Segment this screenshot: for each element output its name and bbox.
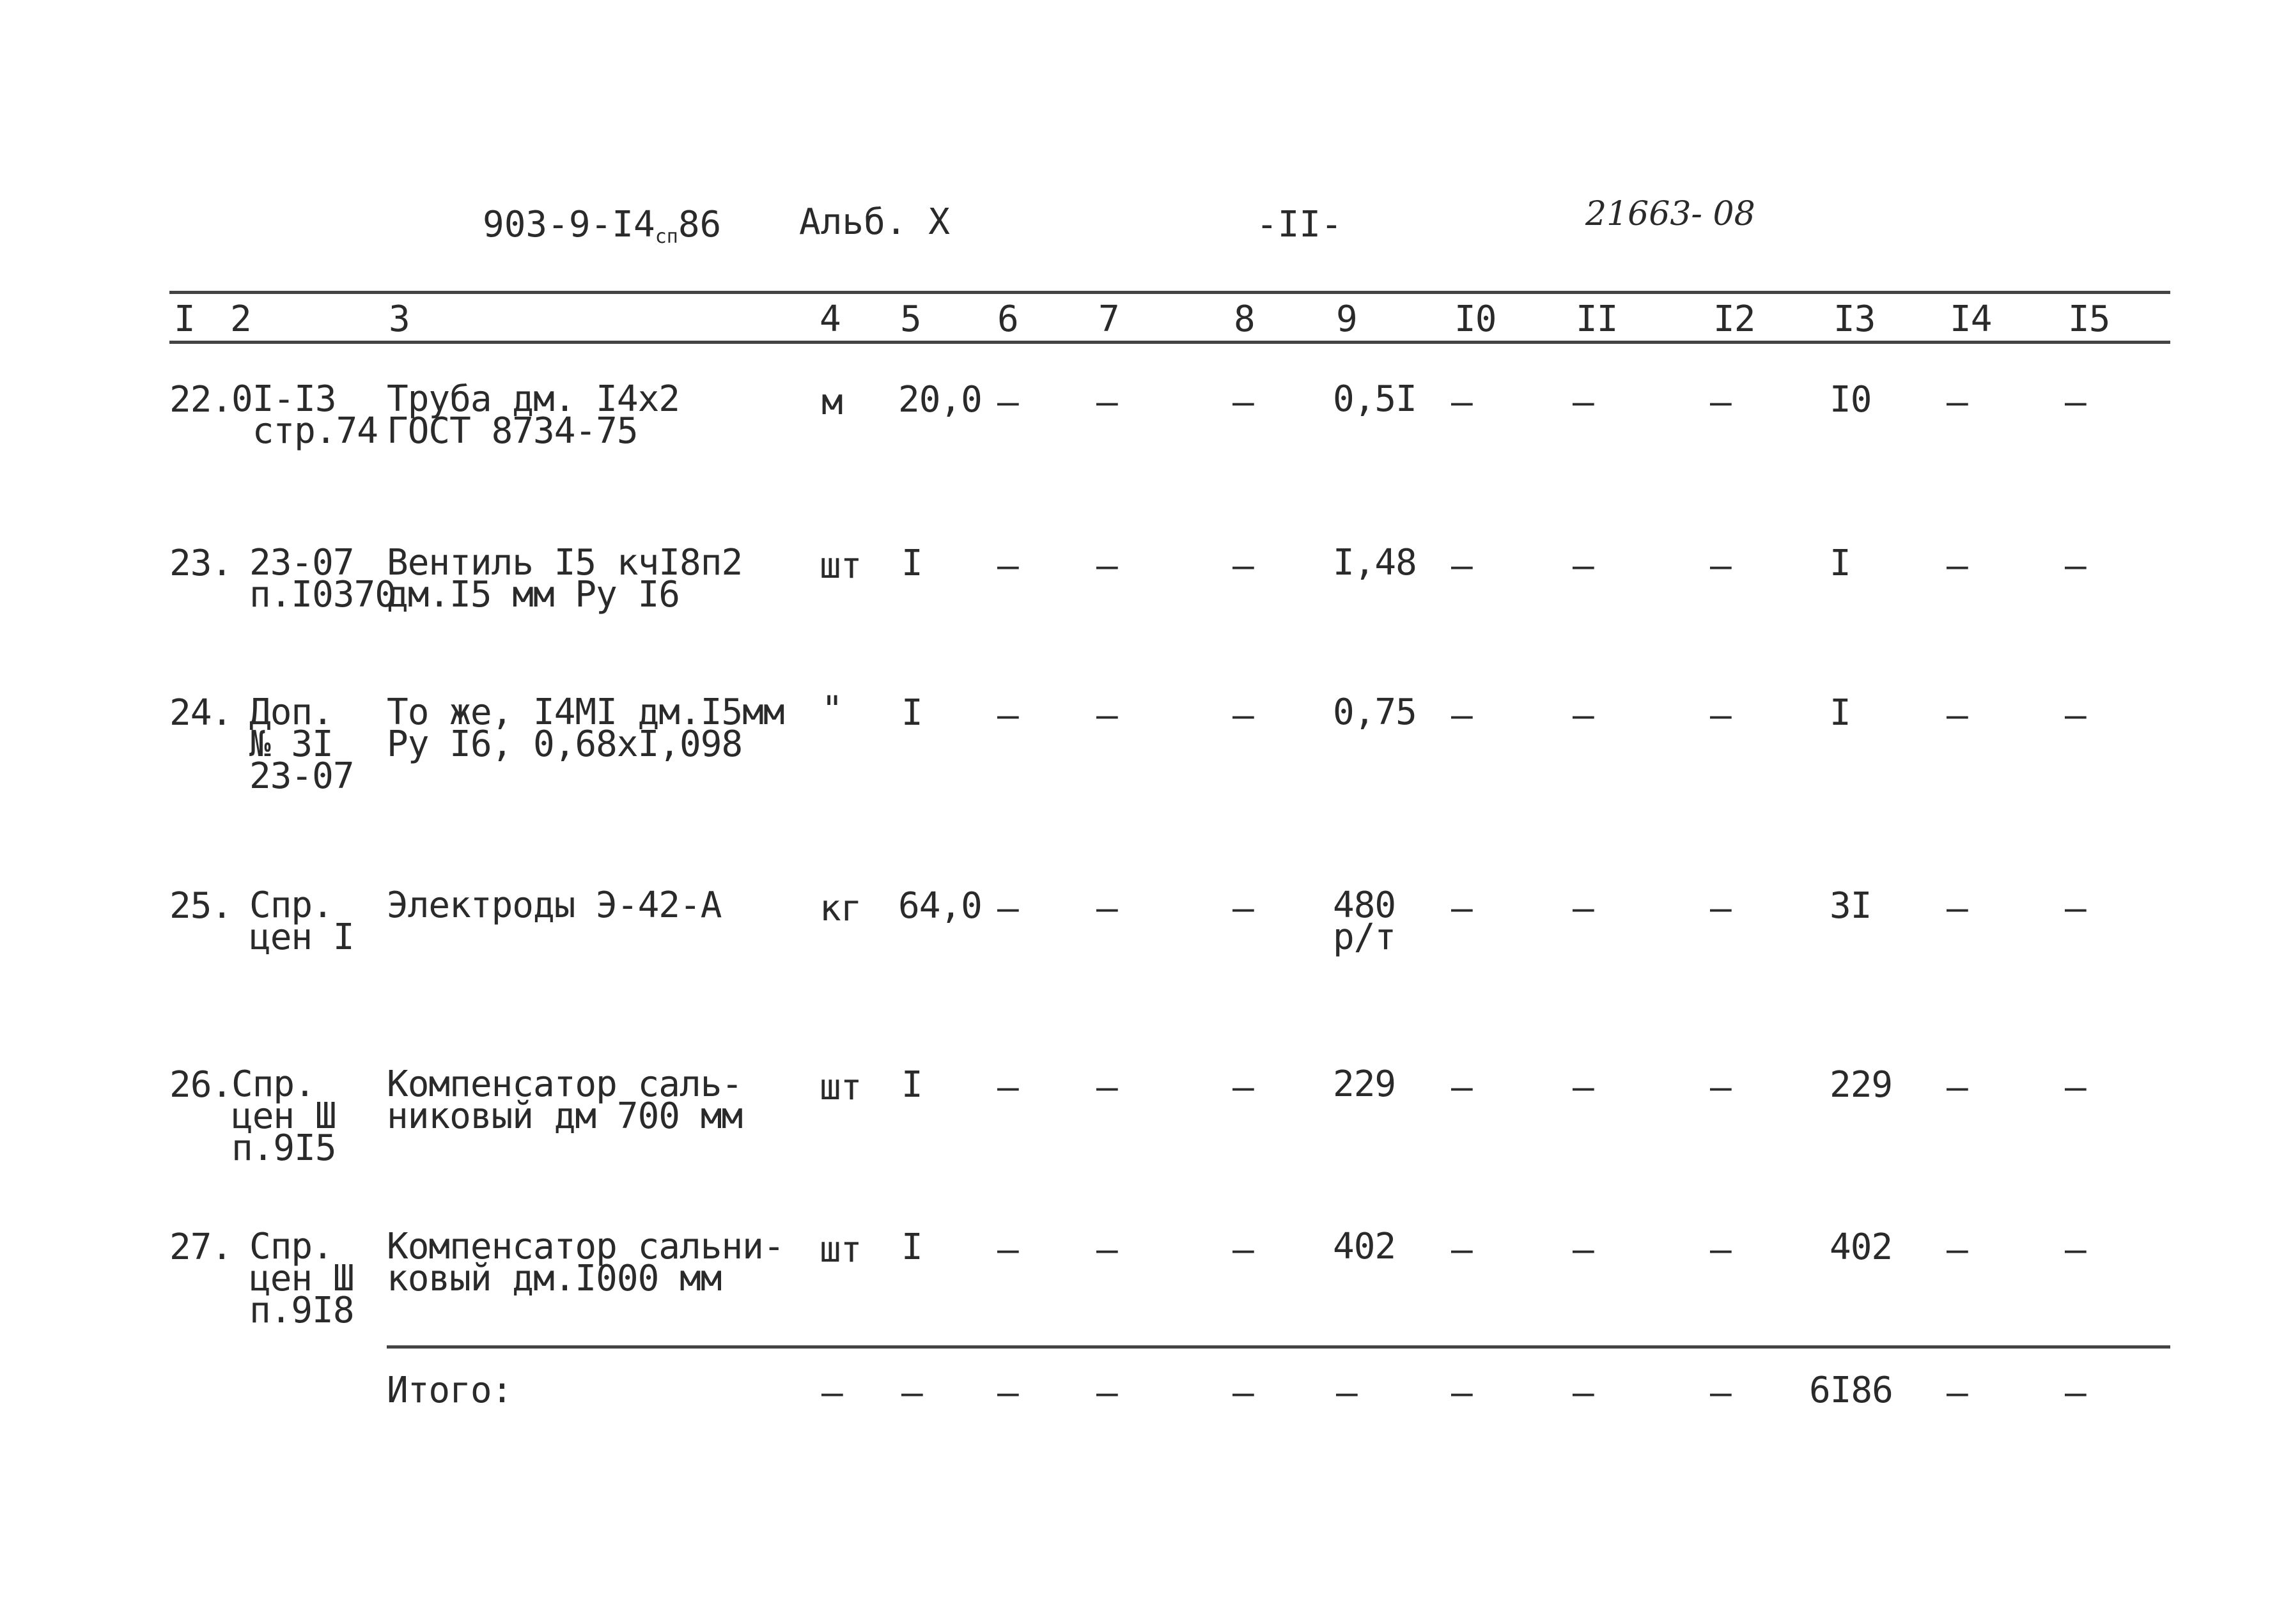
row-unit-price: 480 р/т <box>1333 885 1396 958</box>
row-col14: – <box>1947 1229 1968 1271</box>
row-total: 402 <box>1830 1226 1893 1268</box>
row-col15: – <box>2065 545 2086 587</box>
row-col12: – <box>1710 695 1731 736</box>
row-total: I0 <box>1830 379 1872 421</box>
summary-col6: – <box>997 1372 1018 1414</box>
row-name: Компенсатор саль- никовый дм 700 мм <box>387 1063 743 1137</box>
summary-rule <box>387 1345 2170 1349</box>
row-col6: – <box>997 695 1018 736</box>
doc-code-sub: сп <box>655 226 678 248</box>
album-label: Альб. X <box>799 201 951 243</box>
row-reference: Спр. цен I <box>249 885 354 958</box>
row-col7: – <box>1096 1067 1117 1108</box>
row-col10: – <box>1451 1067 1472 1108</box>
row-number: 23. <box>169 543 233 584</box>
row-name: Компенсатор сальни- ковый дм.I000 мм <box>387 1226 784 1299</box>
row-col8: – <box>1232 1229 1254 1271</box>
summary-col14: – <box>1947 1372 1968 1414</box>
col-head-6: 6 <box>997 298 1018 340</box>
col-head-9: 9 <box>1336 298 1357 340</box>
col-head-5: 5 <box>900 298 921 340</box>
row-unit: м <box>821 382 843 423</box>
row-total: I <box>1830 692 1851 734</box>
doc-code-main: 903-9-I4 <box>483 204 655 245</box>
row-reference: Спр. цен Ш п.9I5 <box>231 1063 336 1169</box>
summary-col15: – <box>2065 1372 2086 1414</box>
col-head-4: 4 <box>820 298 841 340</box>
row-total: I <box>1830 543 1851 584</box>
col-head-12: I2 <box>1713 298 1755 340</box>
row-number: 24. <box>169 692 233 734</box>
summary-col8: – <box>1232 1372 1254 1414</box>
summary-total: 6I86 <box>1809 1370 1893 1411</box>
row-col12: – <box>1710 1067 1731 1108</box>
row-col11: – <box>1573 1229 1594 1271</box>
row-col11: – <box>1573 545 1594 587</box>
row-col10: – <box>1451 1229 1472 1271</box>
row-total: 3I <box>1830 885 1872 927</box>
column-header-rule <box>169 341 2170 344</box>
row-quantity: 64,0 <box>898 885 982 927</box>
summary-col5: – <box>901 1372 922 1414</box>
row-unit: " <box>821 689 843 731</box>
row-unit: шт <box>820 545 862 587</box>
row-quantity: 20,0 <box>898 379 982 421</box>
col-head-2: 2 <box>230 298 251 340</box>
row-col6: – <box>997 1229 1018 1271</box>
col-head-15: I5 <box>2068 298 2110 340</box>
row-col7: – <box>1096 545 1117 587</box>
row-col14: – <box>1947 545 1968 587</box>
row-col11: – <box>1573 695 1594 736</box>
page-number: -II- <box>1256 204 1342 245</box>
row-total: 229 <box>1830 1064 1893 1106</box>
row-name: Вентиль I5 кчI8п2 дм.I5 мм Ру I6 <box>387 542 743 615</box>
row-col6: – <box>997 1067 1018 1108</box>
summary-col9: – <box>1336 1372 1357 1414</box>
row-reference: Спр. цен Ш п.9I8 <box>249 1226 354 1331</box>
summary-col4: – <box>821 1372 843 1414</box>
row-col12: – <box>1710 1229 1731 1271</box>
summary-col12: – <box>1710 1372 1731 1414</box>
row-quantity: I <box>901 1226 922 1268</box>
top-rule <box>169 291 2170 294</box>
row-col11: – <box>1573 382 1594 423</box>
row-col10: – <box>1451 888 1472 929</box>
row-col14: – <box>1947 695 1968 736</box>
col-head-3: 3 <box>389 298 410 340</box>
row-col7: – <box>1096 382 1117 423</box>
row-col8: – <box>1232 545 1254 587</box>
row-col6: – <box>997 545 1018 587</box>
row-unit-price: I,48 <box>1333 542 1417 584</box>
archive-number: 21663- 08 <box>1585 195 1755 233</box>
row-col15: – <box>2065 382 2086 423</box>
summary-col11: – <box>1573 1372 1594 1414</box>
row-col7: – <box>1096 888 1117 929</box>
doc-code-tail: 86 <box>678 204 722 245</box>
row-name: Труба дм. I4x2 ГОСТ 8734-75 <box>387 378 680 452</box>
col-head-13: I3 <box>1833 298 1876 340</box>
row-reference: 0I-I3 стр.74 <box>231 378 378 452</box>
row-col6: – <box>997 888 1018 929</box>
row-name: То же, I4МI дм.I5мм Ру I6, 0,68xI,098 <box>387 692 784 765</box>
row-number: 25. <box>169 885 233 927</box>
row-number: 26. <box>169 1064 233 1106</box>
row-unit-price: 402 <box>1333 1226 1396 1267</box>
row-col12: – <box>1710 545 1731 587</box>
row-col15: – <box>2065 888 2086 929</box>
row-unit-price: 0,5I <box>1333 378 1417 420</box>
row-name: Электроды Э-42-А <box>387 885 722 926</box>
row-col11: – <box>1573 888 1594 929</box>
row-col14: – <box>1947 1067 1968 1108</box>
row-col7: – <box>1096 695 1117 736</box>
row-col12: – <box>1710 888 1731 929</box>
col-head-7: 7 <box>1098 298 1119 340</box>
row-quantity: I <box>901 543 922 584</box>
row-unit: шт <box>820 1229 862 1271</box>
col-head-1: I <box>174 298 195 340</box>
row-col10: – <box>1451 695 1472 736</box>
row-col14: – <box>1947 888 1968 929</box>
row-col10: – <box>1451 382 1472 423</box>
row-col8: – <box>1232 382 1254 423</box>
row-number: 27. <box>169 1226 233 1268</box>
summary-col10: – <box>1451 1372 1472 1414</box>
col-head-14: I4 <box>1950 298 1992 340</box>
row-col14: – <box>1947 382 1968 423</box>
row-unit-price: 0,75 <box>1333 692 1417 733</box>
row-col7: – <box>1096 1229 1117 1271</box>
row-unit-price: 229 <box>1333 1063 1396 1105</box>
row-col8: – <box>1232 888 1254 929</box>
row-reference: Доп. № 3I 23-07 <box>249 692 354 797</box>
row-unit: шт <box>820 1067 862 1108</box>
row-reference: 23-07 п.I0370 <box>249 542 396 615</box>
summary-label: Итого: <box>387 1370 513 1411</box>
row-col6: – <box>997 382 1018 423</box>
row-col10: – <box>1451 545 1472 587</box>
row-col15: – <box>2065 695 2086 736</box>
row-col12: – <box>1710 382 1731 423</box>
col-head-8: 8 <box>1234 298 1255 340</box>
col-head-11: II <box>1576 298 1618 340</box>
row-quantity: I <box>901 1064 922 1106</box>
summary-col7: – <box>1096 1372 1117 1414</box>
row-col8: – <box>1232 695 1254 736</box>
row-unit: кг <box>820 888 862 929</box>
row-quantity: I <box>901 692 922 734</box>
row-col8: – <box>1232 1067 1254 1108</box>
col-head-10: I0 <box>1454 298 1496 340</box>
row-col15: – <box>2065 1067 2086 1108</box>
row-col15: – <box>2065 1229 2086 1271</box>
doc-code <box>483 206 721 256</box>
row-col11: – <box>1573 1067 1594 1108</box>
row-number: 22. <box>169 379 233 421</box>
